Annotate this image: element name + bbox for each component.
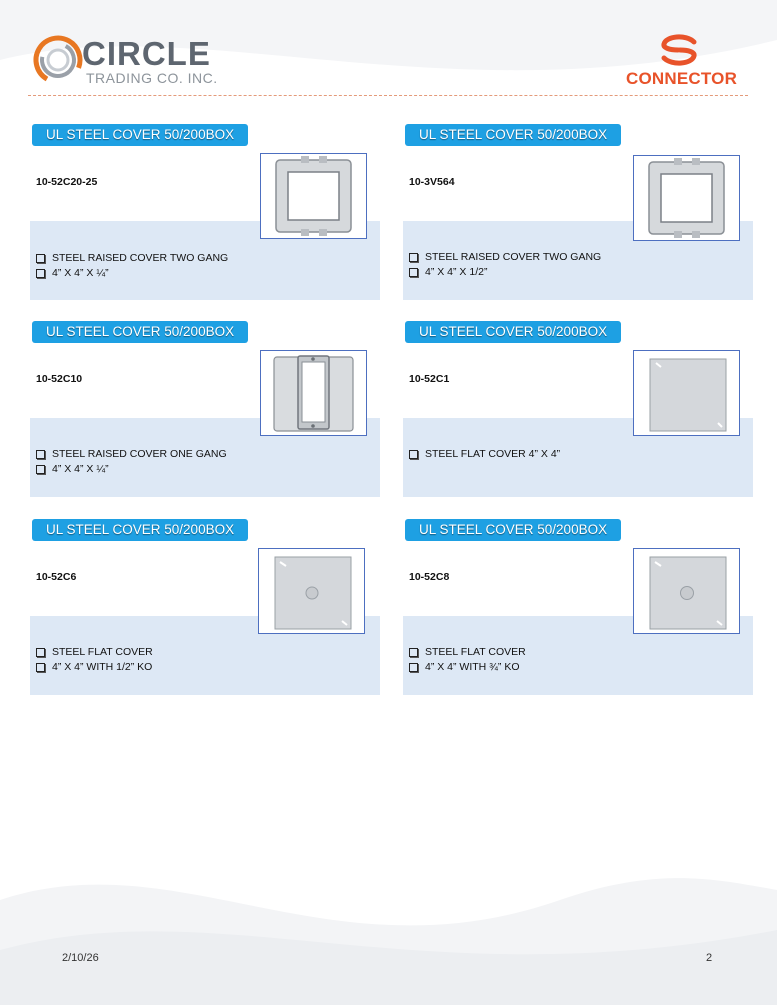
checkbox-bullet-icon (36, 269, 45, 278)
checkbox-bullet-icon (409, 268, 418, 277)
circle-trading-logo (30, 30, 230, 90)
feature-list (36, 645, 153, 675)
feature-item: 4” X 4” X ¼” (36, 266, 228, 281)
part-number: 10-52C20-25 (36, 176, 98, 188)
feature-item: STEEL RAISED COVER TWO GANG (36, 251, 228, 266)
product-card (403, 124, 753, 300)
feature-item: 4” X 4” X 1/2” (409, 265, 601, 280)
product-card (30, 321, 380, 497)
checkbox-bullet-icon (36, 465, 45, 474)
circle-logo-icon (30, 32, 86, 88)
product-category-tag: UL STEEL COVER 50/200BOX (32, 124, 248, 146)
checkbox-bullet-icon (36, 648, 45, 657)
checkbox-bullet-icon (409, 450, 418, 459)
product-image-flat-cover-ko (633, 548, 740, 634)
part-number: 10-52C6 (36, 571, 77, 583)
product-category-tag: UL STEEL COVER 50/200BOX (405, 124, 621, 146)
part-number: 10-52C1 (409, 373, 450, 385)
checkbox-bullet-icon (36, 254, 45, 263)
feature-item: STEEL FLAT COVER (409, 645, 526, 660)
checkbox-bullet-icon (36, 450, 45, 459)
connector-logo (624, 34, 748, 92)
feature-list (36, 251, 228, 281)
feature-item: STEEL RAISED COVER ONE GANG (36, 447, 227, 462)
checkbox-bullet-icon (36, 663, 45, 672)
feature-item: 4” X 4” WITH 1/2” KO (36, 660, 153, 675)
part-number: 10-52C8 (409, 571, 450, 583)
product-category-tag: UL STEEL COVER 50/200BOX (405, 519, 621, 541)
connector-logo-text: CONNECTOR (626, 69, 738, 88)
checkbox-bullet-icon (409, 253, 418, 262)
part-number: 10-52C10 (36, 373, 83, 385)
feature-list (409, 447, 560, 462)
product-card (403, 519, 753, 695)
feature-item: STEEL FLAT COVER (36, 645, 153, 660)
product-category-tag: UL STEEL COVER 50/200BOX (405, 321, 621, 343)
page-header (0, 0, 777, 100)
page-number: 2 (706, 952, 713, 964)
part-number: 10-3V564 (409, 176, 455, 188)
product-category-tag: UL STEEL COVER 50/200BOX (32, 321, 248, 343)
product-card (30, 124, 380, 300)
feature-list (409, 250, 601, 280)
feature-item: 4” X 4” WITH ¾” KO (409, 660, 526, 675)
product-image-two-gang-raised-cover (633, 155, 740, 241)
product-card (30, 519, 380, 695)
feature-item: 4” X 4” X ¼” (36, 462, 227, 477)
product-image-two-gang-raised-cover (260, 153, 367, 239)
product-card (403, 321, 753, 497)
feature-list (36, 447, 227, 477)
header-divider (28, 95, 748, 96)
feature-item: STEEL RAISED COVER TWO GANG (409, 250, 601, 265)
product-image-flat-cover (633, 350, 740, 436)
product-category-tag: UL STEEL COVER 50/200BOX (32, 519, 248, 541)
connector-logo-icon (658, 34, 700, 66)
product-image-flat-cover-ko (258, 548, 365, 634)
product-image-one-gang-raised-cover (260, 350, 367, 436)
feature-list (409, 645, 526, 675)
checkbox-bullet-icon (409, 648, 418, 657)
circle-logo-text: CIRCLE (82, 35, 211, 72)
feature-item: STEEL FLAT COVER 4” X 4” (409, 447, 560, 462)
circle-logo-tagline: TRADING CO. INC. (86, 70, 218, 86)
checkbox-bullet-icon (409, 663, 418, 672)
footer-date: 2/10/26 (62, 952, 99, 964)
